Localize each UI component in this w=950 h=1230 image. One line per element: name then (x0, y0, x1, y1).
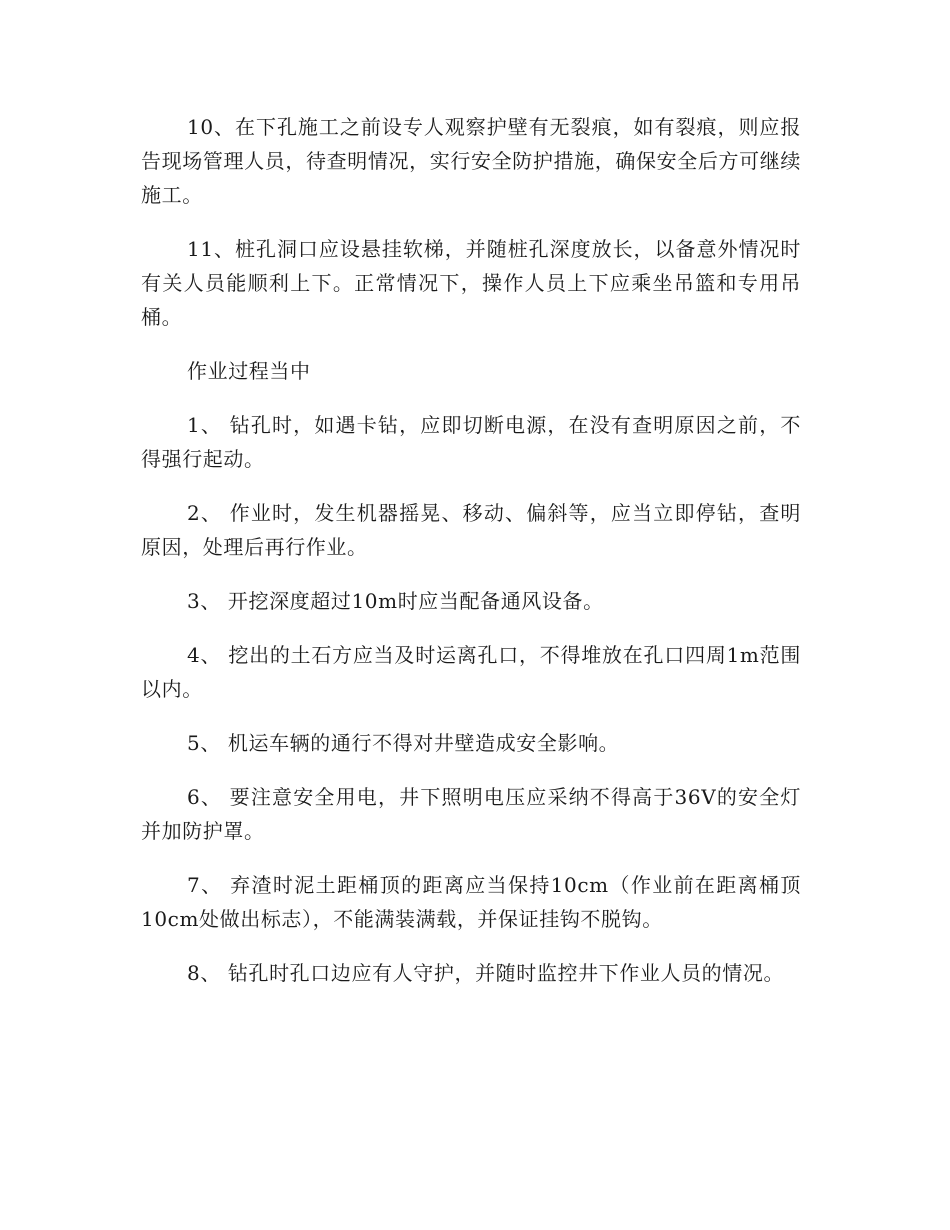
paragraph-item-8: 8、 钻孔时孔口边应有人守护，并随时监控井下作业人员的情况。 (187, 961, 785, 985)
paragraph-item-4: 4、 挖出的土石方应当及时运离孔口，不得堆放在孔口四周1m范围以内。 (141, 643, 801, 701)
paragraph-item-10: 10、在下孔施工之前设专人观察护壁有无裂痕，如有裂痕，则应报告现场管理人员，待查明情况，实行安全防护措施，确保安全后方可继续施工。 (141, 115, 801, 207)
paragraph-item-6: 6、 要注意安全用电，井下照明电压应采纳不得高于36V的安全灯并加防护罩。 (141, 785, 801, 843)
paragraph-item-1: 1、 钻孔时，如遇卡钻，应即切断电源，在没有查明原因之前，不得强行起动。 (141, 413, 801, 471)
paragraph-item-5: 5、 机运车辆的通行不得对井壁造成安全影响。 (187, 731, 620, 755)
paragraph-item-11: 11、桩孔洞口应设悬挂软梯，并随桩孔深度放长，以备意外情况时有关人员能顺利上下。正常情况下，操作人员上下应乘坐吊篮和专用吊桶。 (141, 237, 801, 329)
document-body (141, 110, 801, 1010)
paragraph-item-7: 7、 弃渣时泥土距桶顶的距离应当保持10cm（作业前在距离桶顶10cm处做出标志），不能满装满载，并保证挂钩不脱钩。 (141, 873, 801, 931)
paragraph-item-3: 3、 开挖深度超过10m时应当配备通风设备。 (187, 589, 604, 613)
section-heading: 作业过程当中 (187, 359, 311, 383)
paragraph-item-2: 2、 作业时，发生机器摇晃、移动、偏斜等，应当立即停钻，查明原因，处理后再行作业。 (141, 501, 801, 559)
